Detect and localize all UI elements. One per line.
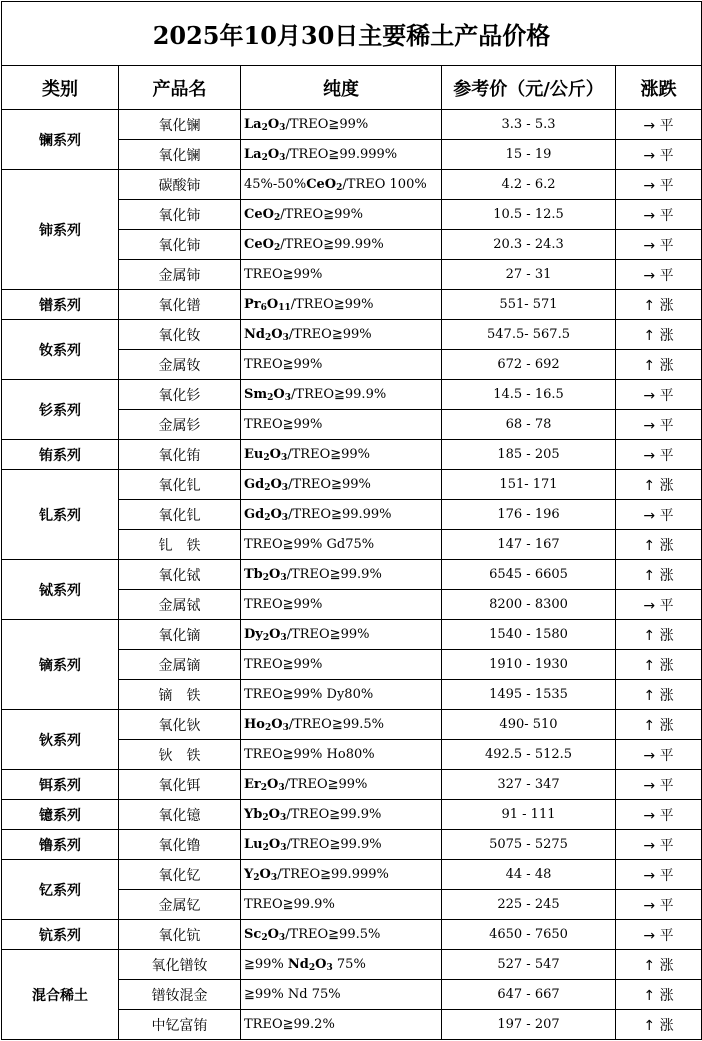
trend-indicator: → 平 <box>616 770 702 800</box>
purity-text: /TREO≧99.99% <box>280 237 384 252</box>
price-range: 225 - 245 <box>442 890 616 920</box>
price-range: 27 - 31 <box>442 260 616 290</box>
purity-text: TREO≧99% Ho80% <box>244 747 375 762</box>
chemical-formula <box>244 477 288 492</box>
trend-indicator: → 平 <box>616 170 702 200</box>
formula-subscript: 3 <box>280 573 287 583</box>
purity-cell <box>241 1010 442 1040</box>
header-category: 类别 <box>2 66 119 110</box>
formula-subscript: 2 <box>264 723 272 733</box>
trend-indicator: → 平 <box>616 890 702 920</box>
purity-text: /TREO 100% <box>342 177 427 192</box>
formula-element: Lu <box>244 837 263 852</box>
price-range: 4.2 - 6.2 <box>442 170 616 200</box>
price-range: 44 - 48 <box>442 860 616 890</box>
purity-text: TREO≧99% <box>244 417 323 432</box>
purity-cell <box>241 860 442 890</box>
table-row <box>2 620 702 650</box>
price-range: 176 - 196 <box>442 500 616 530</box>
purity-cell <box>241 950 442 980</box>
purity-cell <box>241 980 442 1010</box>
formula-element: La <box>244 117 262 132</box>
formula-element: O <box>269 447 281 462</box>
category-cell: 钕系列 <box>2 320 119 380</box>
formula-element: Y <box>244 867 254 882</box>
formula-subscript: 2 <box>267 393 274 403</box>
product-name: 钆 铁 <box>119 530 241 560</box>
purity-text: TREO≧99% <box>244 357 323 372</box>
product-name: 氧化铽 <box>119 560 241 590</box>
formula-element: O <box>268 807 280 822</box>
trend-indicator: → 平 <box>616 140 702 170</box>
purity-cell <box>241 530 442 560</box>
price-range: 327 - 347 <box>442 770 616 800</box>
trend-indicator: → 平 <box>616 200 702 230</box>
table-row <box>2 800 702 830</box>
formula-subscript: 3 <box>279 153 286 163</box>
table-row <box>2 290 702 320</box>
table-row <box>2 560 702 590</box>
price-range: 5075 - 5275 <box>442 830 616 860</box>
product-name: 金属钕 <box>119 350 241 380</box>
formula-element: Gd <box>244 507 265 522</box>
product-name: 氧化钪 <box>119 920 241 950</box>
category-cell: 铽系列 <box>2 560 119 620</box>
product-name: 镨钕混金 <box>119 980 241 1010</box>
purity-text: /TREO≧99.5% <box>285 927 381 942</box>
purity-text: /TREO≧99.999% <box>277 867 389 882</box>
table-row <box>2 320 702 350</box>
purity-cell <box>241 920 442 950</box>
formula-subscript: 3 <box>282 723 289 733</box>
chemical-formula <box>244 867 277 882</box>
formula-subscript: 3 <box>278 933 286 943</box>
price-range: 8200 - 8300 <box>442 590 616 620</box>
category-cell: 钇系列 <box>2 860 119 920</box>
trend-indicator: → 平 <box>616 590 702 620</box>
price-range: 14.5 - 16.5 <box>442 380 616 410</box>
formula-element: O <box>259 867 271 882</box>
header-purity: 纯度 <box>241 66 442 110</box>
purity-cell <box>241 350 442 380</box>
product-name: 金属铽 <box>119 590 241 620</box>
trend-indicator: ↑ 涨 <box>616 350 702 380</box>
formula-element: CeO <box>306 177 337 192</box>
price-range: 527 - 547 <box>442 950 616 980</box>
price-range: 547.5- 567.5 <box>442 320 616 350</box>
formula-subscript: 2 <box>253 873 260 883</box>
trend-indicator: ↑ 涨 <box>616 530 702 560</box>
purity-text: /TREO≧99% <box>287 447 371 462</box>
product-name: 金属镝 <box>119 650 241 680</box>
formula-element: O <box>270 507 282 522</box>
product-name: 中钇富铕 <box>119 1010 241 1040</box>
price-range: 197 - 207 <box>442 1010 616 1040</box>
purity-cell <box>241 710 442 740</box>
formula-element: Tb <box>244 567 263 582</box>
trend-indicator: ↑ 涨 <box>616 650 702 680</box>
trend-indicator: ↑ 涨 <box>616 950 702 980</box>
price-range: 3.3 - 5.3 <box>442 110 616 140</box>
trend-indicator: → 平 <box>616 500 702 530</box>
formula-element: O <box>269 627 281 642</box>
purity-cell <box>241 770 442 800</box>
price-range: 1910 - 1930 <box>442 650 616 680</box>
purity-cell <box>241 740 442 770</box>
header-product: 产品名 <box>119 66 241 110</box>
formula-element: La <box>244 147 262 162</box>
price-range: 20.3 - 24.3 <box>442 230 616 260</box>
purity-text: /TREO≧99% <box>290 297 374 312</box>
formula-element: Nd <box>244 327 265 342</box>
purity-text: TREO≧99% Dy80% <box>244 687 374 702</box>
trend-indicator: → 平 <box>616 740 702 770</box>
table-row <box>2 770 702 800</box>
product-name: 氧化镥 <box>119 830 241 860</box>
product-name: 金属铈 <box>119 260 241 290</box>
chemical-formula <box>306 177 342 192</box>
purity-prefix: 45%-50% <box>244 177 307 192</box>
trend-indicator: → 平 <box>616 110 702 140</box>
formula-subscript: 2 <box>261 153 268 163</box>
formula-element: O <box>271 717 283 732</box>
formula-element: Pr <box>244 297 261 312</box>
price-range: 1495 - 1535 <box>442 680 616 710</box>
purity-cell <box>241 140 442 170</box>
price-range: 551- 571 <box>442 290 616 320</box>
product-name: 氧化钬 <box>119 710 241 740</box>
price-range: 490- 510 <box>442 710 616 740</box>
purity-cell <box>241 560 442 590</box>
table-row <box>2 710 702 740</box>
formula-subscript: 2 <box>262 633 270 643</box>
price-range: 147 - 167 <box>442 530 616 560</box>
product-name: 金属钐 <box>119 410 241 440</box>
formula-element: O <box>271 327 283 342</box>
product-name: 氧化镧 <box>119 110 241 140</box>
table-row <box>2 110 702 140</box>
header-price: 参考价（元/公斤） <box>442 66 616 110</box>
chemical-formula <box>244 447 287 462</box>
chemical-formula <box>244 387 291 402</box>
purity-text: /TREO≧99% <box>288 477 371 492</box>
product-name: 氧化铒 <box>119 770 241 800</box>
formula-element: O <box>267 927 279 942</box>
purity-text: TREO≧99% <box>244 657 323 672</box>
formula-subscript: 3 <box>280 843 287 853</box>
formula-element: O <box>267 777 279 792</box>
formula-subscript: 2 <box>273 213 281 223</box>
product-name: 氧化铕 <box>119 440 241 470</box>
price-range: 91 - 111 <box>442 800 616 830</box>
category-cell: 铕系列 <box>2 440 119 470</box>
price-range: 1540 - 1580 <box>442 620 616 650</box>
formula-element: O <box>269 567 281 582</box>
chemical-formula <box>244 237 280 252</box>
purity-cell <box>241 470 442 500</box>
purity-cell <box>241 500 442 530</box>
trend-indicator: → 平 <box>616 860 702 890</box>
price-range: 6545 - 6605 <box>442 560 616 590</box>
trend-indicator: ↑ 涨 <box>616 710 702 740</box>
purity-text: /TREO≧99% <box>285 117 369 132</box>
purity-text: 75% <box>332 957 366 972</box>
purity-text: TREO≧99% Gd75% <box>244 537 375 552</box>
page-title: 2025年10月30日主要稀土产品价格 <box>2 2 702 66</box>
product-name: 氧化铈 <box>119 230 241 260</box>
chemical-formula <box>244 807 286 822</box>
formula-element: Dy <box>244 627 263 642</box>
purity-cell <box>241 410 442 440</box>
product-name: 氧化钕 <box>119 320 241 350</box>
purity-cell <box>241 200 442 230</box>
trend-indicator: → 平 <box>616 410 702 440</box>
formula-subscript: 3 <box>270 873 278 883</box>
trend-indicator: ↑ 涨 <box>616 290 702 320</box>
purity-text: /TREO≧99% <box>286 627 370 642</box>
purity-cell <box>241 320 442 350</box>
trend-indicator: → 平 <box>616 260 702 290</box>
table-row <box>2 380 702 410</box>
trend-indicator: ↑ 涨 <box>616 620 702 650</box>
purity-text: /TREO≧99.9% <box>286 837 382 852</box>
trend-indicator: ↑ 涨 <box>616 680 702 710</box>
price-range: 647 - 667 <box>442 980 616 1010</box>
purity-cell <box>241 590 442 620</box>
formula-subscript: 3 <box>280 633 287 643</box>
chemical-formula <box>244 627 287 642</box>
formula-subscript: 2 <box>262 813 269 823</box>
formula-element: O <box>266 297 279 312</box>
table-row <box>2 950 702 980</box>
purity-text: TREO≧99% <box>244 267 323 282</box>
trend-indicator: → 平 <box>616 380 702 410</box>
formula-subscript: 3 <box>282 333 289 343</box>
formula-subscript: 2 <box>262 843 269 853</box>
purity-text: /TREO≧99.99% <box>288 507 392 522</box>
purity-text: /TREO≧99% <box>288 327 372 342</box>
category-cell: 镧系列 <box>2 110 119 170</box>
purity-text: ≧99% Nd 75% <box>244 987 341 1002</box>
formula-element: Er <box>244 777 261 792</box>
category-cell: 钆系列 <box>2 470 119 560</box>
formula-subscript: 3 <box>279 123 286 133</box>
product-name: 氧化镨 <box>119 290 241 320</box>
purity-cell <box>241 440 442 470</box>
trend-indicator: → 平 <box>616 440 702 470</box>
formula-subscript: 2 <box>264 483 271 493</box>
price-range: 672 - 692 <box>442 350 616 380</box>
table-row <box>2 470 702 500</box>
purity-text: /TREO≧99% <box>280 207 363 222</box>
purity-text: TREO≧99% <box>244 597 323 612</box>
chemical-formula <box>244 567 287 582</box>
formula-subscript: 11 <box>278 303 291 313</box>
chemical-formula <box>244 507 288 522</box>
product-name: 氧化钐 <box>119 380 241 410</box>
purity-cell <box>241 890 442 920</box>
category-cell: 钐系列 <box>2 380 119 440</box>
formula-element: Ho <box>244 717 265 732</box>
product-name: 氧化钇 <box>119 860 241 890</box>
product-name: 钬 铁 <box>119 740 241 770</box>
formula-element: O <box>267 117 280 132</box>
chemical-formula <box>244 297 291 312</box>
trend-indicator: ↑ 涨 <box>616 1010 702 1040</box>
price-range: 10.5 - 12.5 <box>442 200 616 230</box>
formula-element: O <box>270 477 282 492</box>
purity-cell <box>241 230 442 260</box>
formula-subscript: 3 <box>284 393 292 403</box>
formula-subscript: 3 <box>279 813 287 823</box>
purity-text: /TREO≧99.9% <box>286 807 382 822</box>
table-row <box>2 860 702 890</box>
category-cell: 镥系列 <box>2 830 119 860</box>
formula-subscript: 3 <box>281 483 289 493</box>
category-cell: 混合稀土 <box>2 950 119 1040</box>
trend-indicator: ↑ 涨 <box>616 470 702 500</box>
product-name: 氧化镱 <box>119 800 241 830</box>
formula-subscript: 3 <box>278 783 285 793</box>
purity-cell <box>241 290 442 320</box>
formula-element: Sm <box>244 387 268 402</box>
product-name: 氧化镝 <box>119 620 241 650</box>
purity-text: /TREO≧99.9% <box>291 387 387 402</box>
formula-element: O <box>273 387 285 402</box>
product-name: 金属钇 <box>119 890 241 920</box>
category-cell: 镨系列 <box>2 290 119 320</box>
formula-subscript: 2 <box>263 453 270 463</box>
formula-subscript: 6 <box>260 303 267 313</box>
chemical-formula <box>244 207 280 222</box>
chemical-formula <box>244 117 285 132</box>
trend-indicator: ↑ 涨 <box>616 980 702 1010</box>
chemical-formula <box>244 777 285 792</box>
formula-subscript: 2 <box>308 963 316 973</box>
formula-element: CeO <box>244 207 274 222</box>
category-cell: 钬系列 <box>2 710 119 770</box>
purity-cell <box>241 650 442 680</box>
price-range: 15 - 19 <box>442 140 616 170</box>
purity-cell <box>241 830 442 860</box>
formula-subscript: 2 <box>260 783 268 793</box>
price-table <box>1 1 702 1040</box>
purity-cell <box>241 620 442 650</box>
category-cell: 镝系列 <box>2 620 119 710</box>
chemical-formula <box>288 957 333 972</box>
title-row <box>2 2 702 66</box>
chemical-formula <box>244 927 285 942</box>
formula-subscript: 3 <box>326 963 333 973</box>
product-name: 氧化镧 <box>119 140 241 170</box>
formula-element: O <box>315 957 327 972</box>
purity-cell <box>241 380 442 410</box>
table-row <box>2 440 702 470</box>
header-row <box>2 66 702 110</box>
trend-indicator: → 平 <box>616 230 702 260</box>
formula-element: Nd <box>287 957 309 972</box>
category-cell: 铈系列 <box>2 170 119 290</box>
chemical-formula <box>244 717 289 732</box>
purity-text: TREO≧99.2% <box>244 1017 335 1032</box>
trend-indicator: → 平 <box>616 920 702 950</box>
formula-element: Sc <box>244 927 262 942</box>
purity-cell <box>241 800 442 830</box>
purity-text: TREO≧99.9% <box>244 897 335 912</box>
price-range: 4650 - 7650 <box>442 920 616 950</box>
formula-subscript: 2 <box>261 933 268 943</box>
formula-element: Gd <box>244 477 265 492</box>
product-name: 镝 铁 <box>119 680 241 710</box>
formula-subscript: 2 <box>262 573 270 583</box>
purity-cell <box>241 170 442 200</box>
price-range: 68 - 78 <box>442 410 616 440</box>
product-name: 氧化钆 <box>119 500 241 530</box>
trend-indicator: ↑ 涨 <box>616 320 702 350</box>
formula-element: Yb <box>244 807 263 822</box>
formula-subscript: 2 <box>273 243 281 253</box>
formula-subscript: 2 <box>336 183 343 193</box>
table-row <box>2 920 702 950</box>
purity-cell <box>241 260 442 290</box>
chemical-formula <box>244 837 286 852</box>
purity-text: /TREO≧99.5% <box>288 717 385 732</box>
purity-cell <box>241 680 442 710</box>
price-range: 492.5 - 512.5 <box>442 740 616 770</box>
chemical-formula <box>244 327 289 342</box>
chemical-formula <box>244 147 285 162</box>
category-cell: 钪系列 <box>2 920 119 950</box>
formula-element: CeO <box>244 237 274 252</box>
formula-subscript: 2 <box>264 513 271 523</box>
formula-subscript: 3 <box>280 453 288 463</box>
purity-cell <box>241 110 442 140</box>
trend-indicator: → 平 <box>616 800 702 830</box>
product-name: 碳酸铈 <box>119 170 241 200</box>
category-cell: 铒系列 <box>2 770 119 800</box>
trend-indicator: ↑ 涨 <box>616 560 702 590</box>
purity-text: /TREO≧99.999% <box>285 147 398 162</box>
formula-subscript: 3 <box>281 513 289 523</box>
price-range: 185 - 205 <box>442 440 616 470</box>
category-cell: 镱系列 <box>2 800 119 830</box>
table-row <box>2 170 702 200</box>
formula-subscript: 2 <box>261 123 268 133</box>
purity-text: /TREO≧99% <box>284 777 368 792</box>
product-name: 氧化镨钕 <box>119 950 241 980</box>
formula-element: O <box>268 837 281 852</box>
table-row <box>2 830 702 860</box>
product-name: 氧化钆 <box>119 470 241 500</box>
product-name: 氧化铈 <box>119 200 241 230</box>
formula-element: O <box>267 147 280 162</box>
purity-prefix: ≧99% <box>244 957 288 972</box>
formula-subscript: 2 <box>264 333 272 343</box>
formula-element: Eu <box>244 447 264 462</box>
purity-text: /TREO≧99.9% <box>286 567 382 582</box>
header-trend: 涨跌 <box>616 66 702 110</box>
trend-indicator: → 平 <box>616 830 702 860</box>
price-range: 151- 171 <box>442 470 616 500</box>
